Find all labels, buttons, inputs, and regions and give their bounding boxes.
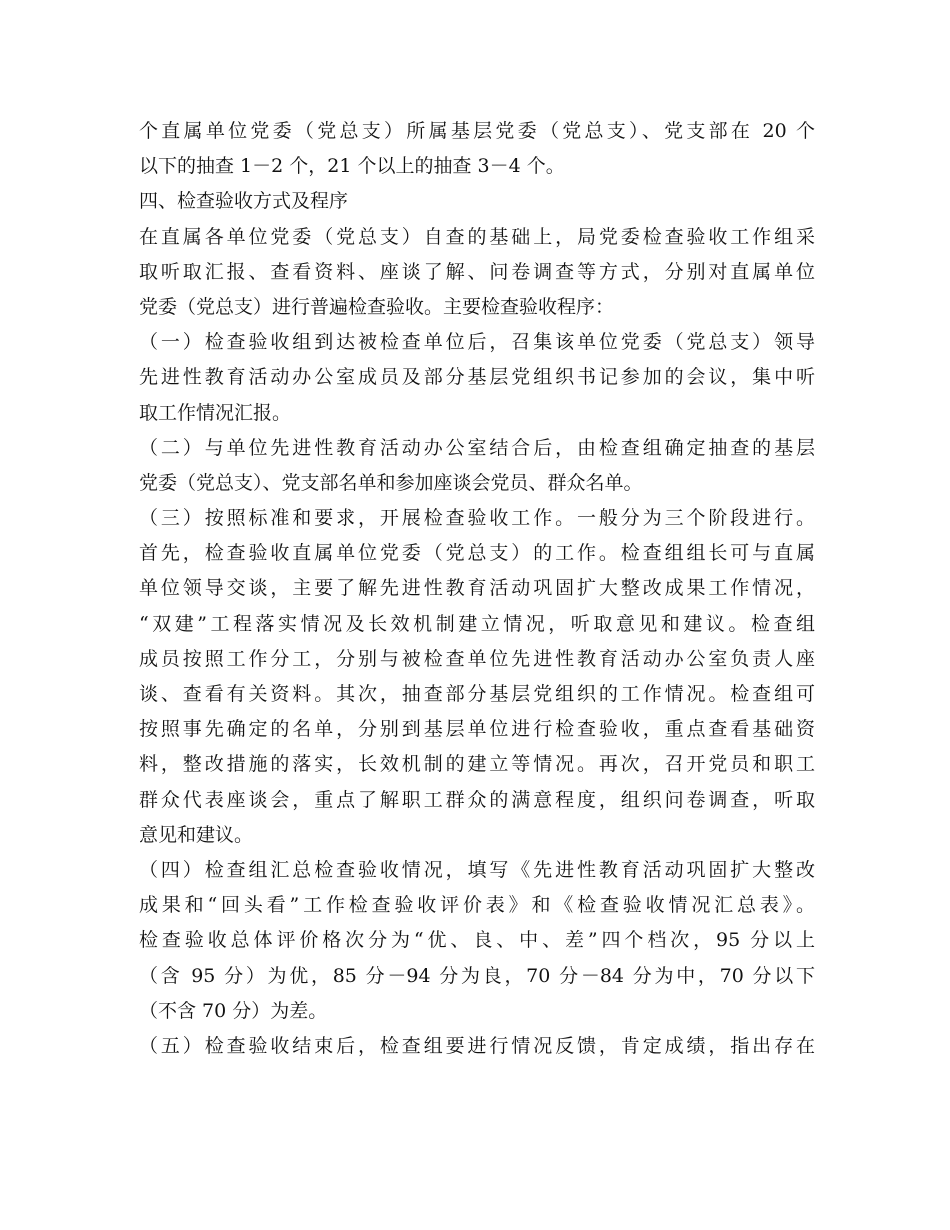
text-line: （二）与单位先进性教育活动办公室结合后，由检查组确定抽查的基层 bbox=[139, 436, 815, 459]
text-line: 按照事先确定的名单，分别到基层单位进行检查验收，重点查看基础资 bbox=[139, 718, 815, 741]
text-line: 取工作情况汇报。 bbox=[139, 401, 292, 424]
text-line: 单位领导交谈，主要了解先进性教育活动巩固扩大整改成果工作情况， bbox=[139, 577, 815, 600]
text-line: （四）检查组汇总检查验收情况，填写《先进性教育活动巩固扩大整改 bbox=[139, 858, 815, 881]
text-line: “双建”工程落实情况及长效机制建立情况，听取意见和建议。检查组 bbox=[139, 612, 815, 635]
text-line: 首先，检查验收直属单位党委（党总支）的工作。检查组组长可与直属 bbox=[139, 542, 815, 565]
text-line: 个直属单位党委（党总支）所属基层党委（党总支）、党支部在 20 个 bbox=[139, 120, 815, 142]
text-line: 成员按照工作分工，分别与被检查单位先进性教育活动办公室负责人座 bbox=[139, 647, 815, 670]
text-line: 谈、查看有关资料。其次，抽查部分基层党组织的工作情况。检查组可 bbox=[139, 683, 815, 705]
text-line: （不含 70 分）为差。 bbox=[139, 999, 328, 1022]
text-line: 取听取汇报、查看资料、座谈了解、问卷调查等方式，分别对直属单位 bbox=[139, 260, 815, 283]
text-line: 以下的抽查 1－2 个，21 个以上的抽查 3－4 个。 bbox=[139, 155, 565, 178]
text-line: 料，整改措施的落实，长效机制的建立等情况。再次，召开党员和职工 bbox=[139, 753, 815, 776]
text-line: 在直属各单位党委（党总支）自查的基础上，局党委检查验收工作组采 bbox=[139, 225, 815, 248]
text-line: 成果和“回头看”工作检查验收评价表》和《检查验收情况汇总表》。 bbox=[139, 894, 815, 917]
text-line: （含 95 分）为优，85 分－94 分为良，70 分－84 分为中，70 分以下 bbox=[139, 964, 815, 987]
document-body bbox=[139, 114, 815, 1064]
text-line: 党委（党总支）、党支部名单和参加座谈会党员、群众名单。 bbox=[139, 471, 643, 494]
text-line: 检查验收总体评价格次分为“优、良、中、差”四个档次，95 分以上 bbox=[139, 929, 815, 952]
text-line: 四、检查验收方式及程序 bbox=[139, 190, 349, 213]
text-line: 先进性教育活动办公室成员及部分基层党组织书记参加的会议，集中听 bbox=[139, 366, 815, 389]
text-line: （五）检查验收结束后，检查组要进行情况反馈，肯定成绩，指出存在 bbox=[139, 1034, 815, 1057]
text-line: （一）检查验收组到达被检查单位后，召集该单位党委（党总支）领导 bbox=[139, 331, 815, 354]
text-line: （三）按照标准和要求，开展检查验收工作。一般分为三个阶段进行。 bbox=[139, 507, 815, 530]
text-line: 党委（党总支）进行普遍检查验收。主要检查验收程序： bbox=[139, 295, 615, 318]
text-line: 意见和建议。 bbox=[139, 823, 254, 846]
text-line: 群众代表座谈会，重点了解职工群众的满意程度，组织问卷调查，听取 bbox=[139, 788, 815, 811]
